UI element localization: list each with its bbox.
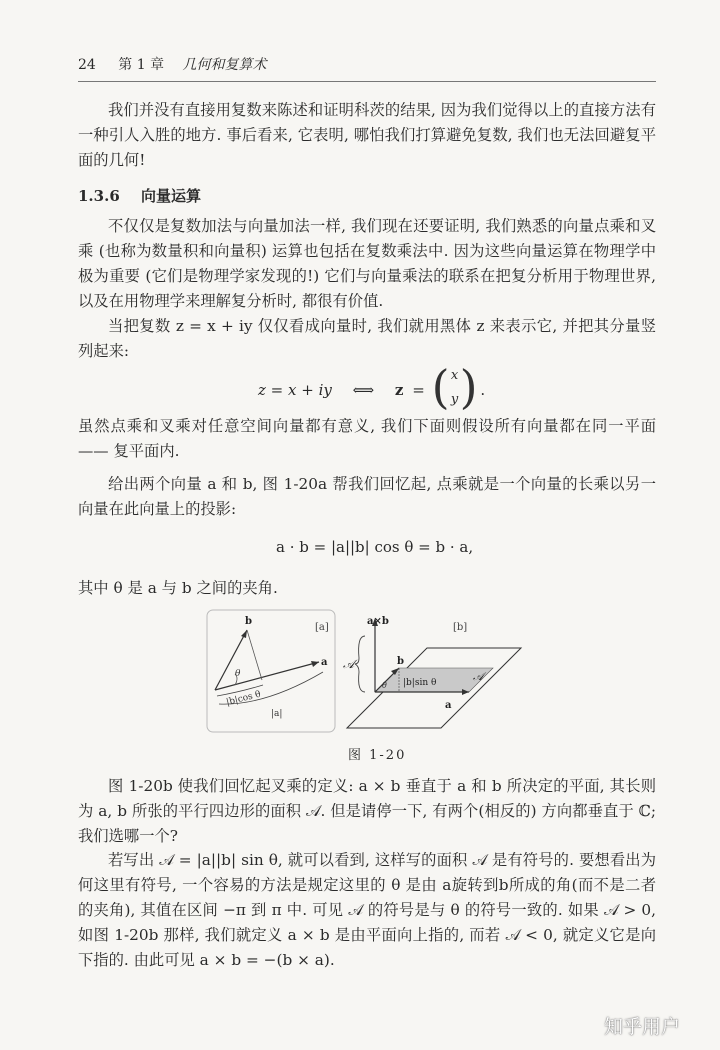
eq1-lhs: z = x + iy (258, 381, 332, 399)
panel-b-label: [b] (453, 622, 468, 633)
page-number: 24 (78, 57, 96, 73)
vector-y: y (450, 392, 459, 407)
panel-b-vector-a-label: a (445, 700, 452, 711)
paragraph-7: 图 1-20b 使我们回忆起叉乘的定义: a × b 垂直于 a 和 b 所决定的平面, 其长则为 a, b 所张的平行四边形的面积 𝒜. 但是请停一下, 有两个(相反的) 方向都垂直于 ℂ; 我们选哪一个? (78, 777, 656, 845)
vector-b-head (241, 630, 247, 638)
paragraph-2: 不仅仅是复数加法与向量加法一样, 我们现在还要证明, 我们熟悉的向量点乘和叉乘 (也称为数量积和向量积) 运算也包括在复数乘法中. 因为这些向量运算在物理学中极为重要 (它们是物理学家发现的!) 它们与向量乘法的联系在把复分析用于物理世界, 以及在用物理学来理解复分析时, 都很有价值. (78, 217, 656, 310)
paragraph-1: 我们并没有直接用复数来陈述和证明科茨的结果, 因为我们觉得以上的直接方法有一种引人入胜的地方. 事后看来, 它表明, 哪怕我们打算避免复数, 我们也无法回避复平面的几何! (78, 101, 656, 169)
area-label-inside: 𝒜 (473, 670, 484, 683)
section-heading (78, 185, 201, 206)
paragraph-6: 其中 θ 是 a 与 b 之间的夹角. (78, 579, 278, 597)
eq1-bold-z: z (394, 381, 404, 399)
equation-dot-product: a · b = |a||b| cos θ = b · a, (276, 538, 474, 556)
paragraph-8: 若写出 𝒜 = |a||b| sin θ, 就可以看到, 这样写的面积 𝒜 是有符号的. 要想看出为何这里有符号, 一个容易的方法是规定这里的 θ 是由 a旋转到b所成的角(而不是二者的夹角), 其值在区间 −π 到 π 中. 可见 𝒜 的符号是与 θ 的符号一致的. 如果 𝒜 > 0, 如图 1-20b 那样, 我们就定义 a × b 是由平面向上指的, 而若 𝒜 < 0, 就定义它是向下指的. 由此可见 a × b = −(b × a). (78, 851, 656, 969)
bcos-label: |b|cos θ (225, 689, 262, 708)
abs-a-label: |a| (271, 709, 283, 719)
vector-a-head (311, 661, 319, 667)
area-label-left: 𝒜 (343, 657, 355, 671)
eq1-period: . (480, 381, 486, 399)
projection-line (247, 630, 262, 680)
bsin-label: |b|sin θ (403, 678, 437, 688)
axb-label: a×b (367, 616, 389, 627)
panel-b-vector-b-label: b (397, 656, 404, 667)
paragraph-3: 当把复数 z = x + iy 仅仅看成向量时, 我们就用黑体 z 来表示它, 并把其分量竖列起来: (78, 317, 656, 360)
figure-caption: 图 1-20 (348, 748, 407, 763)
vector-a-label: a (321, 657, 328, 668)
equation-vector-form (258, 360, 486, 414)
chapter-title: 几何和复算术 (182, 57, 267, 73)
figure-1-20 (205, 608, 535, 738)
panel-a-label: [a] (315, 622, 329, 633)
eq1-equals: = (412, 381, 425, 399)
watermark: 知乎用户 (604, 1016, 681, 1038)
paragraph-5: 给出两个向量 a 和 b, 图 1-20a 帮我们回忆起, 点乘就是一个向量的长乘以另一向量在此向量上的投影: (78, 475, 656, 518)
running-header (78, 54, 267, 74)
paragraph-4: 虽然点乘和叉乘对任意空间向量都有意义, 我们下面则假设所有向量都在同一平面 —— 复平面内. (78, 417, 656, 460)
vector-x: x (450, 368, 459, 383)
eq1-arrow: ⟺ (352, 381, 375, 399)
chapter-label: 第 1 章 (118, 57, 165, 73)
section-title: 向量运算 (141, 187, 202, 205)
vector-b-label: b (245, 616, 252, 627)
column-vector: ( x y ) (431, 360, 478, 414)
panel-b-theta-label: θ (382, 681, 387, 690)
vector-b-arrow (215, 630, 247, 690)
theta-label: θ (235, 669, 241, 679)
section-number: 1.3.6 (78, 187, 120, 205)
area-brace (355, 636, 365, 692)
vector-a-arrow (215, 662, 319, 690)
header-rule (78, 81, 656, 82)
